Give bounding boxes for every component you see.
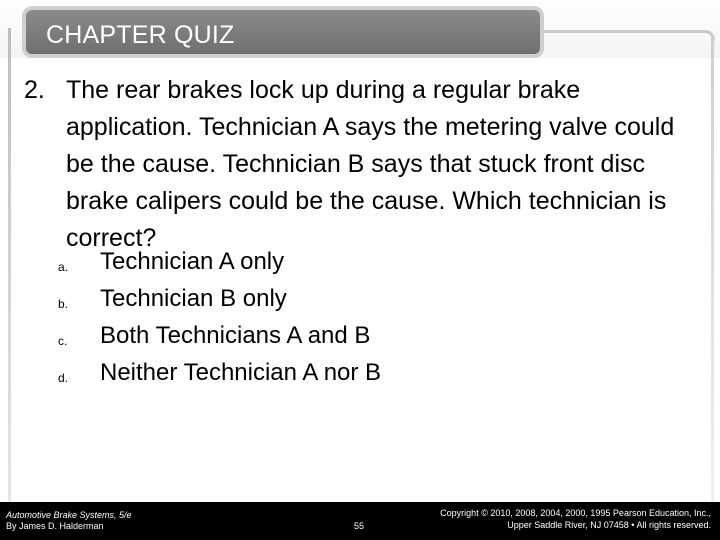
option-text: Neither Technician A nor B [100,359,382,386]
option-b [58,283,558,320]
option-letter: d. [58,371,69,385]
footer-author: By James D. Halderman [6,521,104,531]
question-number: 2. [24,76,45,104]
footer-book-title: Automotive Brake Systems, 5/e [6,510,132,520]
option-letter: b. [58,297,69,311]
frame-right-edge [711,36,714,502]
footer-copyright-line-2: Upper Saddle River, NJ 07458 • All rights reserved. [507,520,711,530]
option-letter: c. [58,334,68,348]
slide-title: CHAPTER QUIZ [46,21,235,49]
frame-left-edge [8,28,11,502]
footer-bar [0,502,720,540]
option-d [58,357,558,394]
option-c [58,320,558,357]
option-text: Technician B only [100,285,287,312]
footer-copyright-line-1: Copyright © 2010, 2008, 2004, 2000, 1995 Pearson Education, Inc., [440,508,711,518]
answer-options [58,246,558,394]
page-number: 55 [354,521,365,531]
option-a [58,246,558,283]
option-text: Technician A only [100,248,285,275]
option-letter: a. [58,260,69,274]
option-text: Both Technicians A and B [100,322,371,349]
question-text: The rear brakes lock up during a regular brake application. Technician A says the metering valve could be the cause. Technician B says that stuck front disc brake calipers could be the cause. Which technician is correct? [66,76,675,252]
title-tab [22,6,544,58]
